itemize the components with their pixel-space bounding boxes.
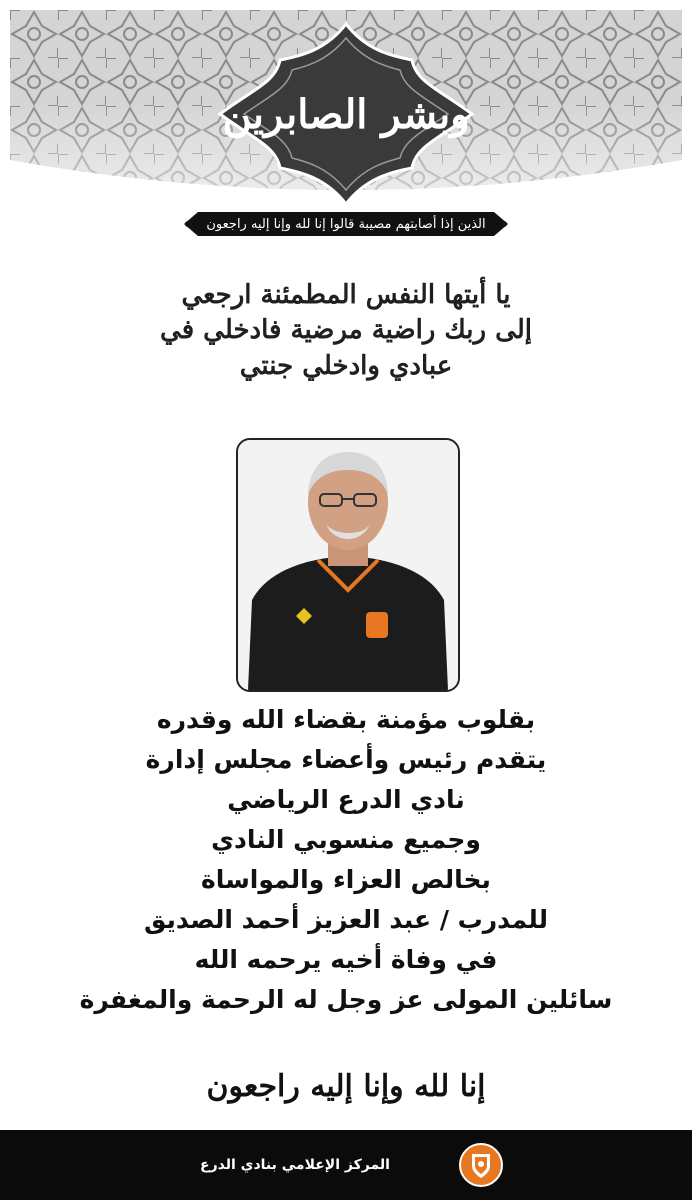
poster-body (10, 10, 682, 1130)
message-line-4: وجميع منسوبي النادي (211, 825, 481, 854)
club-shield-icon (458, 1142, 504, 1188)
calligraphy-verse (160, 246, 532, 416)
closing-calligraphy: إنا لله وإنا إليه راجعون (206, 1068, 486, 1104)
person-photo-icon (238, 440, 458, 690)
message-line-3: نادي الدرع الرياضي (227, 785, 465, 814)
message-line-1: بقلوب مؤمنة بقضاء الله وقدره (156, 705, 536, 734)
message-line-6: للمدرب / عبد العزيز أحمد الصديق (144, 905, 548, 934)
message-line-8: سائلين المولى عز وجل له الرحمة والمغفرة (79, 985, 613, 1014)
footer-bar (0, 1130, 692, 1200)
message-line-7: في وفاة أخيه يرحمه الله (194, 945, 498, 974)
header-badge (216, 20, 476, 208)
footer-label: المركز الإعلامي بنادي الدرع (200, 1157, 390, 1173)
calligraphy-text: يا أيتها النفس المطمئنة ارجعي إلى ربك راضية مرضية فادخلي في عبادي وادخلي جنتي (160, 280, 532, 381)
message-line-5: بخالص العزاء والمواساة (201, 865, 491, 894)
badge-title: وبشر الصابرين (222, 90, 470, 138)
message-line-2: يتقدم رئيس وأعضاء مجلس إدارة (145, 745, 547, 774)
ribbon-verse: الذين إذا أصابتهم مصيبة قالوا إنا لله وإنا إليه راجعون (206, 216, 486, 232)
person-photo (236, 438, 460, 692)
condolence-message (30, 700, 662, 1020)
